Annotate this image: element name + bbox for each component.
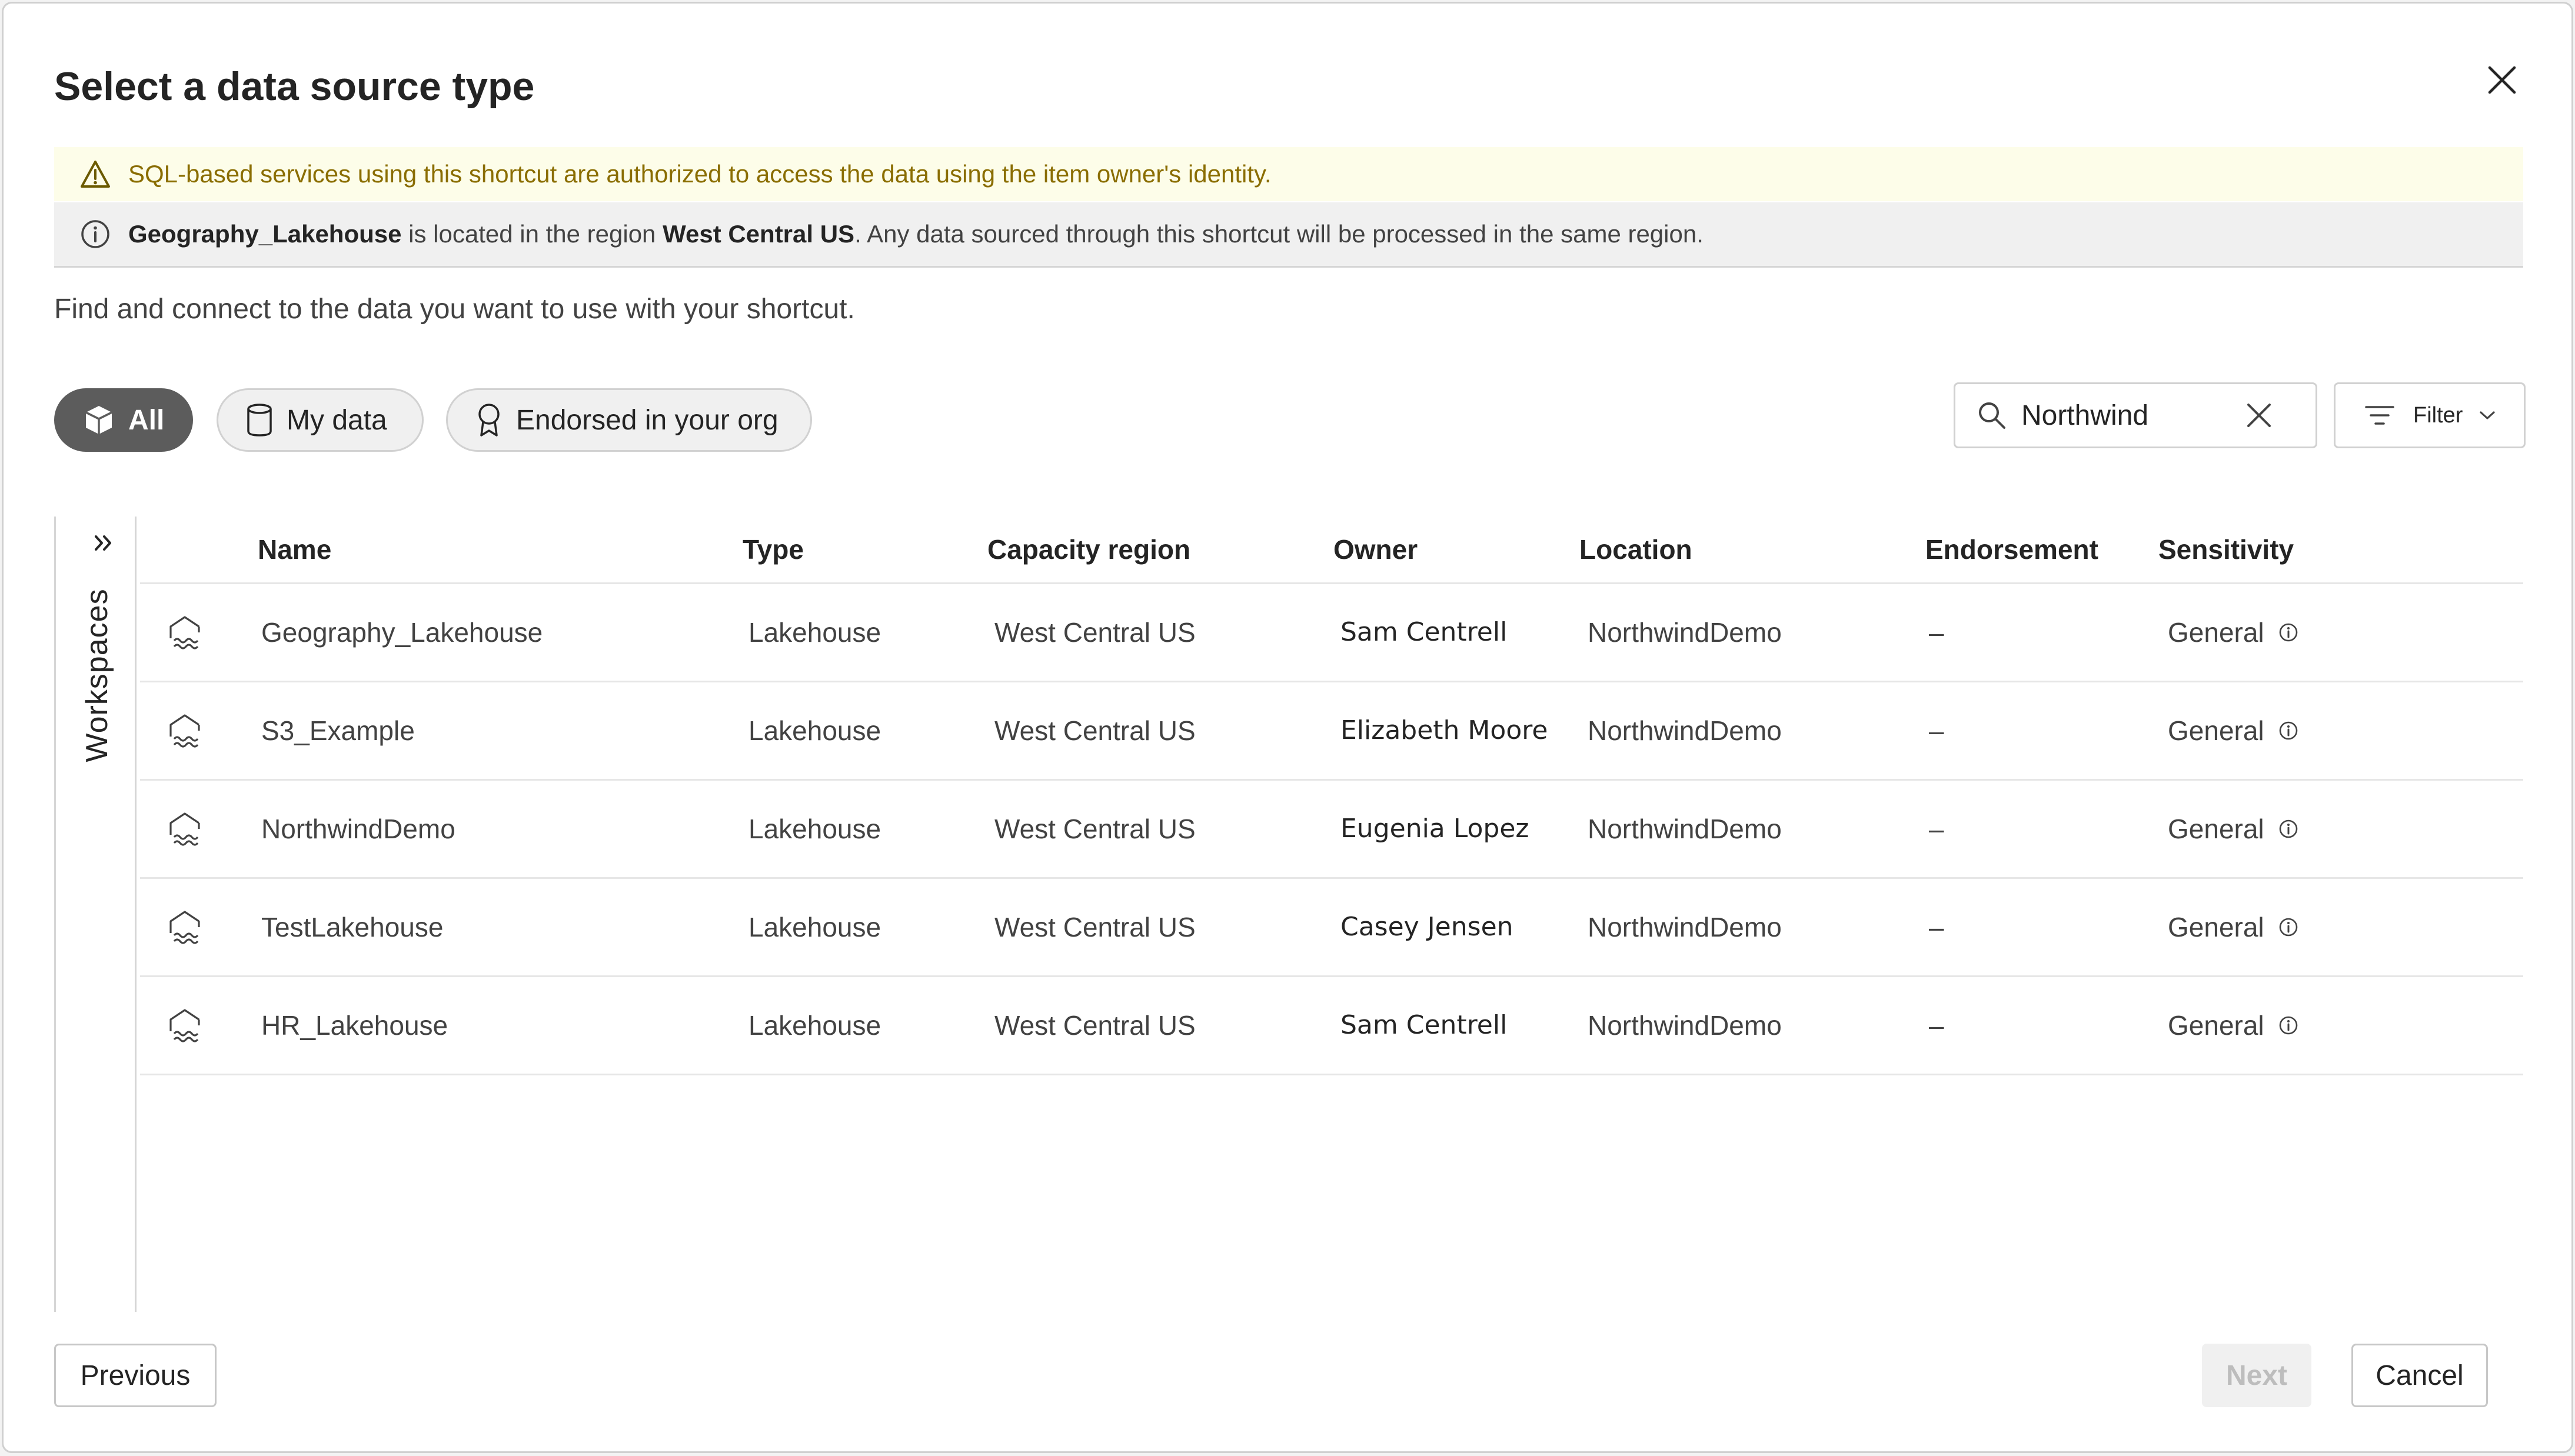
filter-button[interactable]: [2334, 382, 2526, 448]
sensitivity-info-icon[interactable]: [2278, 917, 2298, 937]
row-owner: Sam Centrell: [1340, 1010, 1508, 1040]
table-row[interactable]: [140, 781, 2523, 879]
previous-button[interactable]: Previous: [54, 1344, 217, 1407]
lakehouse-icon: [166, 781, 204, 877]
table-header: [140, 517, 2523, 584]
warning-icon: [80, 159, 111, 189]
row-type: Lakehouse: [748, 617, 881, 648]
expand-icon: [94, 534, 114, 552]
lakehouse-icon: [166, 977, 204, 1074]
row-owner: Eugenia Lopez: [1340, 814, 1529, 844]
row-name[interactable]: HR_Lakehouse: [261, 1010, 448, 1041]
row-capacity-region: West Central US: [994, 617, 1196, 648]
column-header-name[interactable]: Name: [258, 534, 332, 565]
filter-pill-my-data[interactable]: [217, 388, 424, 452]
dialog-subtitle: Find and connect to the data you want to use with your shortcut.: [54, 294, 855, 325]
row-type: Lakehouse: [748, 814, 881, 844]
row-sensitivity-label: General: [2168, 715, 2264, 746]
info-tail-text: . Any data sourced through this shortcut will be processed in the same region.: [854, 220, 1704, 248]
filter-pill-endorsed-label: Endorsed in your org: [516, 404, 779, 436]
info-mid-text: is located in the region: [401, 220, 663, 248]
sensitivity-info-icon[interactable]: [2278, 721, 2298, 741]
dialog-title: Select a data source type: [54, 64, 535, 109]
row-name[interactable]: NorthwindDemo: [261, 814, 455, 844]
clear-search-button[interactable]: [2246, 402, 2272, 428]
info-text: [128, 220, 1704, 248]
row-sensitivity-label: General: [2168, 617, 2264, 648]
clear-icon: [2246, 402, 2272, 428]
row-endorsement: –: [1929, 814, 1944, 844]
row-capacity-region: West Central US: [994, 912, 1196, 942]
row-location: NorthwindDemo: [1588, 814, 1782, 844]
row-capacity-region: West Central US: [994, 1010, 1196, 1041]
info-region: West Central US: [663, 220, 855, 248]
filter-pill-all-label: All: [128, 404, 165, 436]
close-button[interactable]: [2481, 59, 2523, 101]
sensitivity-info-icon[interactable]: [2278, 622, 2298, 642]
row-capacity-region: West Central US: [994, 715, 1196, 746]
filter-button-label: Filter: [2413, 402, 2463, 428]
row-sensitivity: [2168, 682, 2298, 779]
warning-message-bar: [54, 147, 2523, 201]
table-row[interactable]: [140, 682, 2523, 781]
info-item-name: Geography_Lakehouse: [128, 220, 402, 248]
row-name[interactable]: TestLakehouse: [261, 912, 444, 942]
lakehouse-icon: [166, 682, 204, 779]
warning-text: SQL-based services using this shortcut are authorized to access the data using the item owner's identity.: [128, 160, 1272, 188]
row-location: NorthwindDemo: [1588, 912, 1782, 942]
info-message-bar: [54, 202, 2523, 268]
cube-icon: [82, 404, 115, 437]
column-header-capacity-region[interactable]: Capacity region: [987, 534, 1191, 565]
row-endorsement: –: [1929, 912, 1944, 942]
column-header-endorsement[interactable]: Endorsement: [1925, 534, 2098, 565]
row-sensitivity-label: General: [2168, 1010, 2264, 1041]
chevron-down-icon: [2479, 410, 2496, 421]
sensitivity-info-icon[interactable]: [2278, 1015, 2298, 1035]
filter-pill-all[interactable]: [54, 388, 193, 452]
close-icon: [2487, 65, 2517, 95]
row-name[interactable]: Geography_Lakehouse: [261, 617, 543, 648]
workspaces-label: Workspaces: [80, 588, 114, 762]
search-icon: [1977, 400, 2007, 431]
column-header-owner[interactable]: Owner: [1333, 534, 1418, 565]
row-type: Lakehouse: [748, 715, 881, 746]
row-endorsement: –: [1929, 715, 1944, 746]
row-type: Lakehouse: [748, 912, 881, 942]
data-source-table: [140, 517, 2523, 1075]
row-endorsement: –: [1929, 1010, 1944, 1041]
expand-workspaces-button[interactable]: [89, 528, 118, 558]
workspaces-panel: [54, 517, 137, 1312]
lakehouse-icon: [166, 879, 204, 975]
row-location: NorthwindDemo: [1588, 715, 1782, 746]
row-endorsement: –: [1929, 617, 1944, 648]
info-icon: [80, 219, 111, 249]
row-sensitivity: [2168, 977, 2298, 1074]
row-sensitivity: [2168, 781, 2298, 877]
search-box: [1954, 382, 2317, 448]
table-row[interactable]: [140, 879, 2523, 977]
table-row[interactable]: [140, 584, 2523, 682]
row-sensitivity: [2168, 584, 2298, 681]
row-name[interactable]: S3_Example: [261, 715, 415, 746]
row-capacity-region: West Central US: [994, 814, 1196, 844]
row-sensitivity: [2168, 879, 2298, 975]
column-header-sensitivity[interactable]: Sensitivity: [2158, 534, 2294, 565]
row-type: Lakehouse: [748, 1010, 881, 1041]
next-button[interactable]: Next: [2202, 1344, 2311, 1407]
filter-pill-my-data-label: My data: [287, 404, 387, 436]
row-location: NorthwindDemo: [1588, 617, 1782, 648]
row-owner: Sam Centrell: [1340, 617, 1508, 647]
filter-pill-endorsed[interactable]: [446, 388, 812, 452]
row-sensitivity-label: General: [2168, 912, 2264, 942]
search-input[interactable]: [2020, 399, 2246, 432]
column-header-location[interactable]: Location: [1579, 534, 1692, 565]
cancel-button[interactable]: Cancel: [2351, 1344, 2488, 1407]
row-owner: Casey Jensen: [1340, 912, 1513, 942]
ribbon-icon: [475, 402, 503, 438]
row-location: NorthwindDemo: [1588, 1010, 1782, 1041]
database-icon: [245, 403, 274, 437]
select-data-source-dialog: [4, 4, 2571, 1451]
filter-icon: [2365, 404, 2394, 427]
lakehouse-icon: [166, 584, 204, 681]
sensitivity-info-icon[interactable]: [2278, 819, 2298, 839]
table-row[interactable]: [140, 977, 2523, 1075]
row-owner: Elizabeth Moore: [1340, 715, 1548, 745]
row-sensitivity-label: General: [2168, 814, 2264, 844]
column-header-type[interactable]: Type: [743, 534, 804, 565]
